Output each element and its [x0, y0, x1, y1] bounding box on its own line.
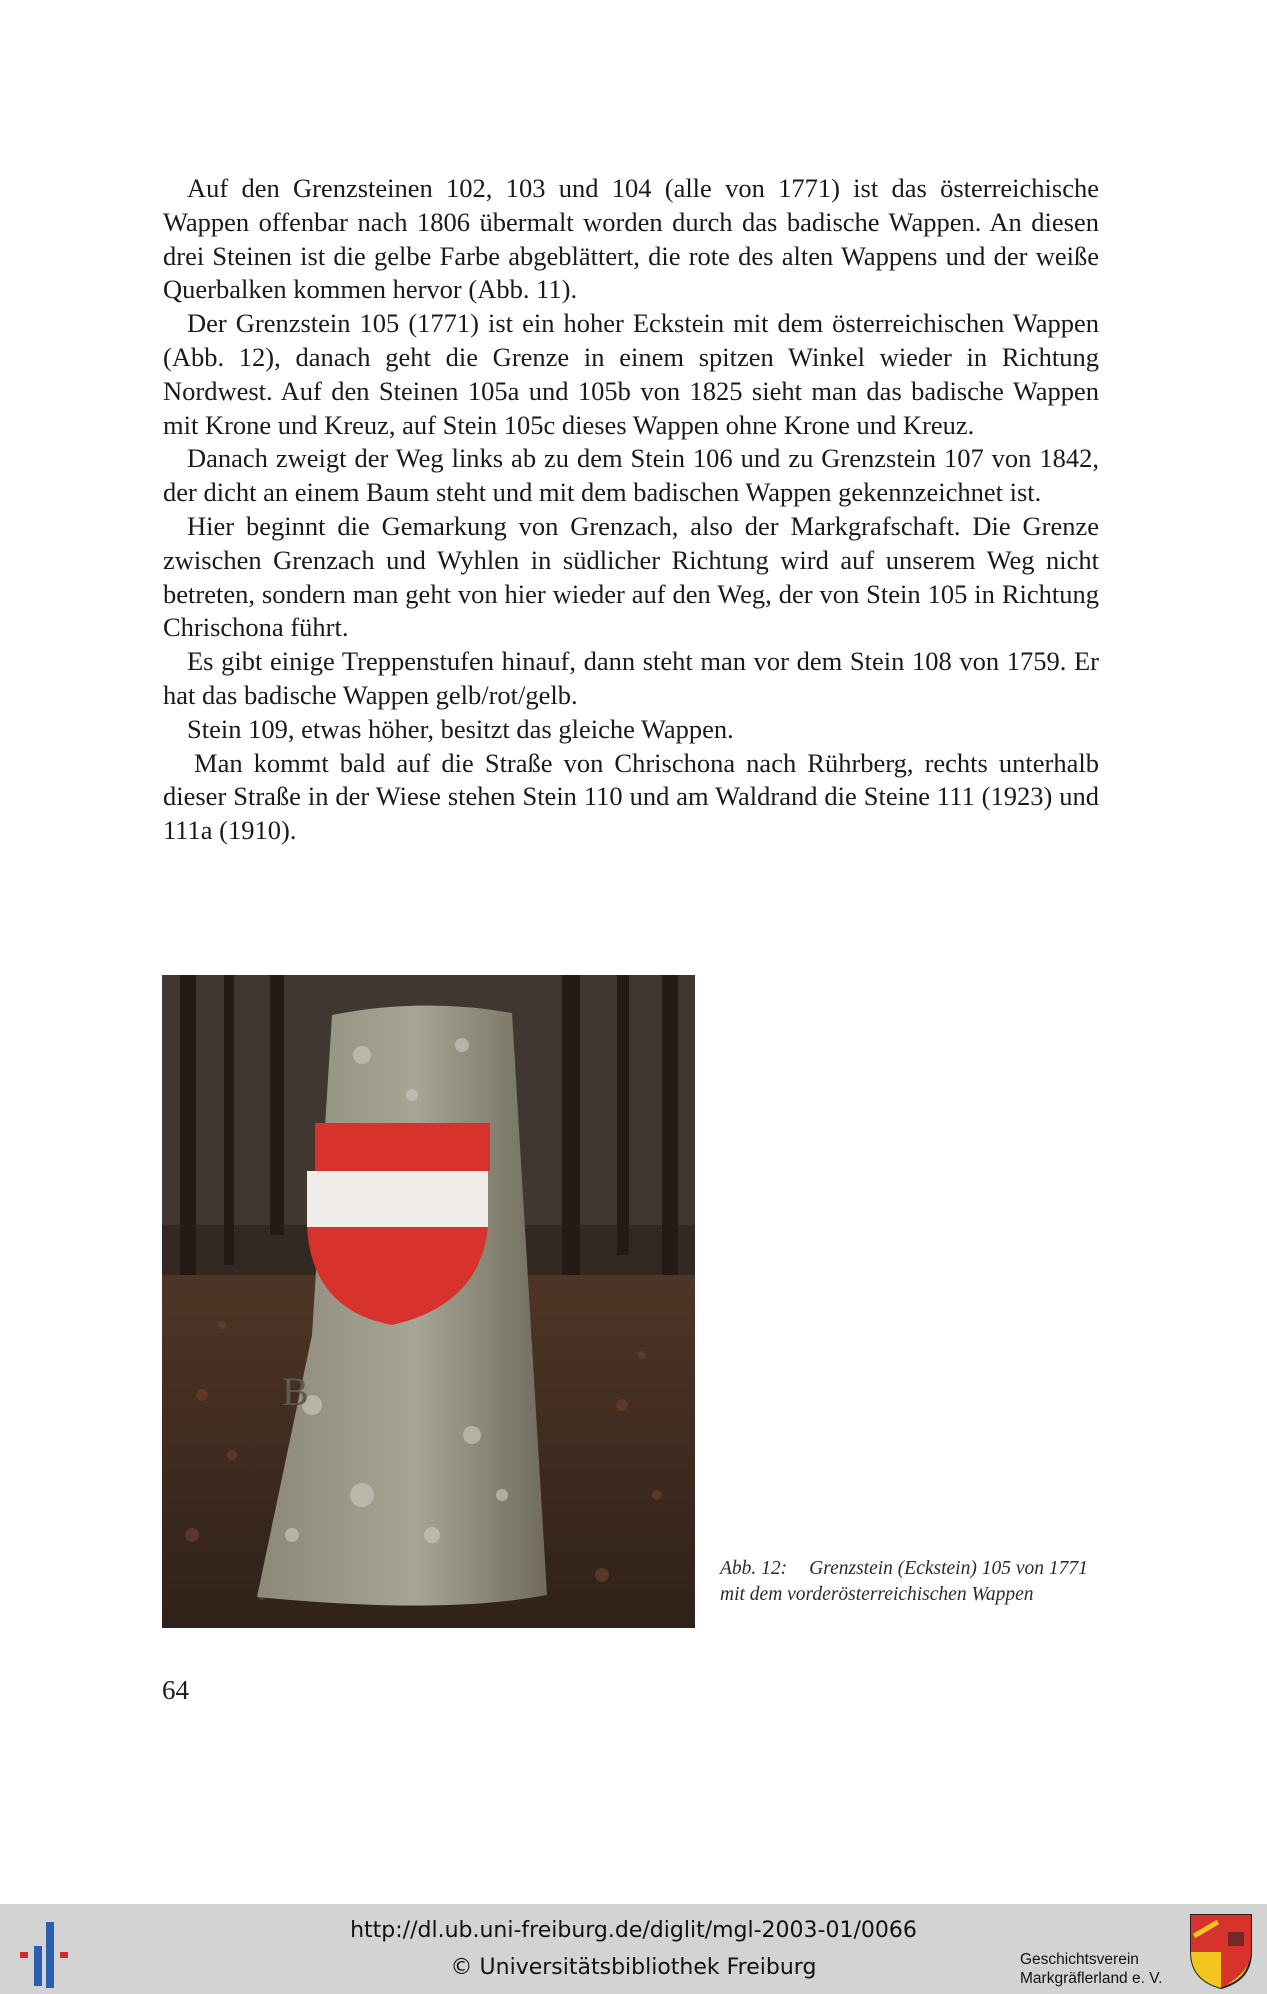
body-text: [163, 172, 1099, 848]
paragraph: Auf den Grenzsteinen 102, 103 und 104 (alle von 1771) ist das österreichische Wappen offenbar nach 1806 übermalt worden durch das badische Wappen. An diesen drei Steinen ist die gelbe Farbe abgeblättert, die rote des alten Wappens und der weiße Querbalken kommen hervor (Abb. 11).: [163, 173, 1099, 305]
paragraph: Stein 109, etwas höher, besitzt das gleiche Wappen.: [187, 713, 734, 744]
society-line: Markgräflerland e. V.: [1020, 1970, 1163, 1987]
caption-text: Grenzstein (Eckstein) 105 von 1771 mit dem vorderösterreichischen Wappen: [720, 1558, 1088, 1605]
paragraph: Danach zweigt der Weg links ab zu dem Stein 106 und zu Grenzstein 107 von 1842, der dicht an einem Baum steht und mit dem badischen Wappen gekennzeichnet ist.: [163, 443, 1099, 508]
photo-illustration: [162, 975, 695, 1628]
society-line: Geschichtsverein: [1020, 1951, 1139, 1968]
boundary-stone-photo: [162, 975, 695, 1628]
footer-url-link[interactable]: http://dl.ub.uni-freiburg.de/diglit/mgl-2003-01/0066: [350, 1918, 917, 1943]
society-name: [1020, 1950, 1190, 1988]
footer-copyright: © Universitätsbibliothek Freiburg: [450, 1955, 817, 1980]
paragraph: Hier beginnt die Gemarkung von Grenzach, also der Markgrafschaft. Die Grenze zwischen Grenzach und Wyhlen in südlicher Richtung wird auf unserem Weg nicht betreten, sondern man geht von hier wieder auf den Weg, der von Stein 105 in Richtung Chrischona führt.: [163, 510, 1099, 643]
footer-bar: [0, 1904, 1267, 1994]
paragraph: Man kommt bald auf die Straße von Chrischona nach Rührberg, rechts unterhalb dieser Straße in der Wiese stehen Stein 110 und am Waldrand die Steine 111 (1923) und 111a (1910).: [163, 747, 1099, 846]
stone-inscription: B: [282, 1369, 309, 1414]
society-crest-icon: [1188, 1912, 1254, 1990]
page-number: 64: [162, 1675, 189, 1705]
paragraph: Der Grenzstein 105 (1771) ist ein hoher Eckstein mit dem österreichischen Wappen (Abb. 12), danach geht die Grenze in einem spitzen Winkel wieder in Richtung Nordwest. Auf den Steinen 105a und 105b von 1825 sieht man das badische Wappen mit Krone und Kreuz, auf Stein 105c dieses Wappen ohne Krone und Kreuz.: [163, 308, 1099, 440]
caption-label: Abb. 12:: [720, 1558, 788, 1579]
figure-caption: [720, 1556, 1110, 1607]
paragraph: Es gibt einige Treppenstufen hinauf, dann steht man vor dem Stein 108 von 1759. Er hat das badische Wappen gelb/rot/gelb.: [163, 646, 1099, 710]
